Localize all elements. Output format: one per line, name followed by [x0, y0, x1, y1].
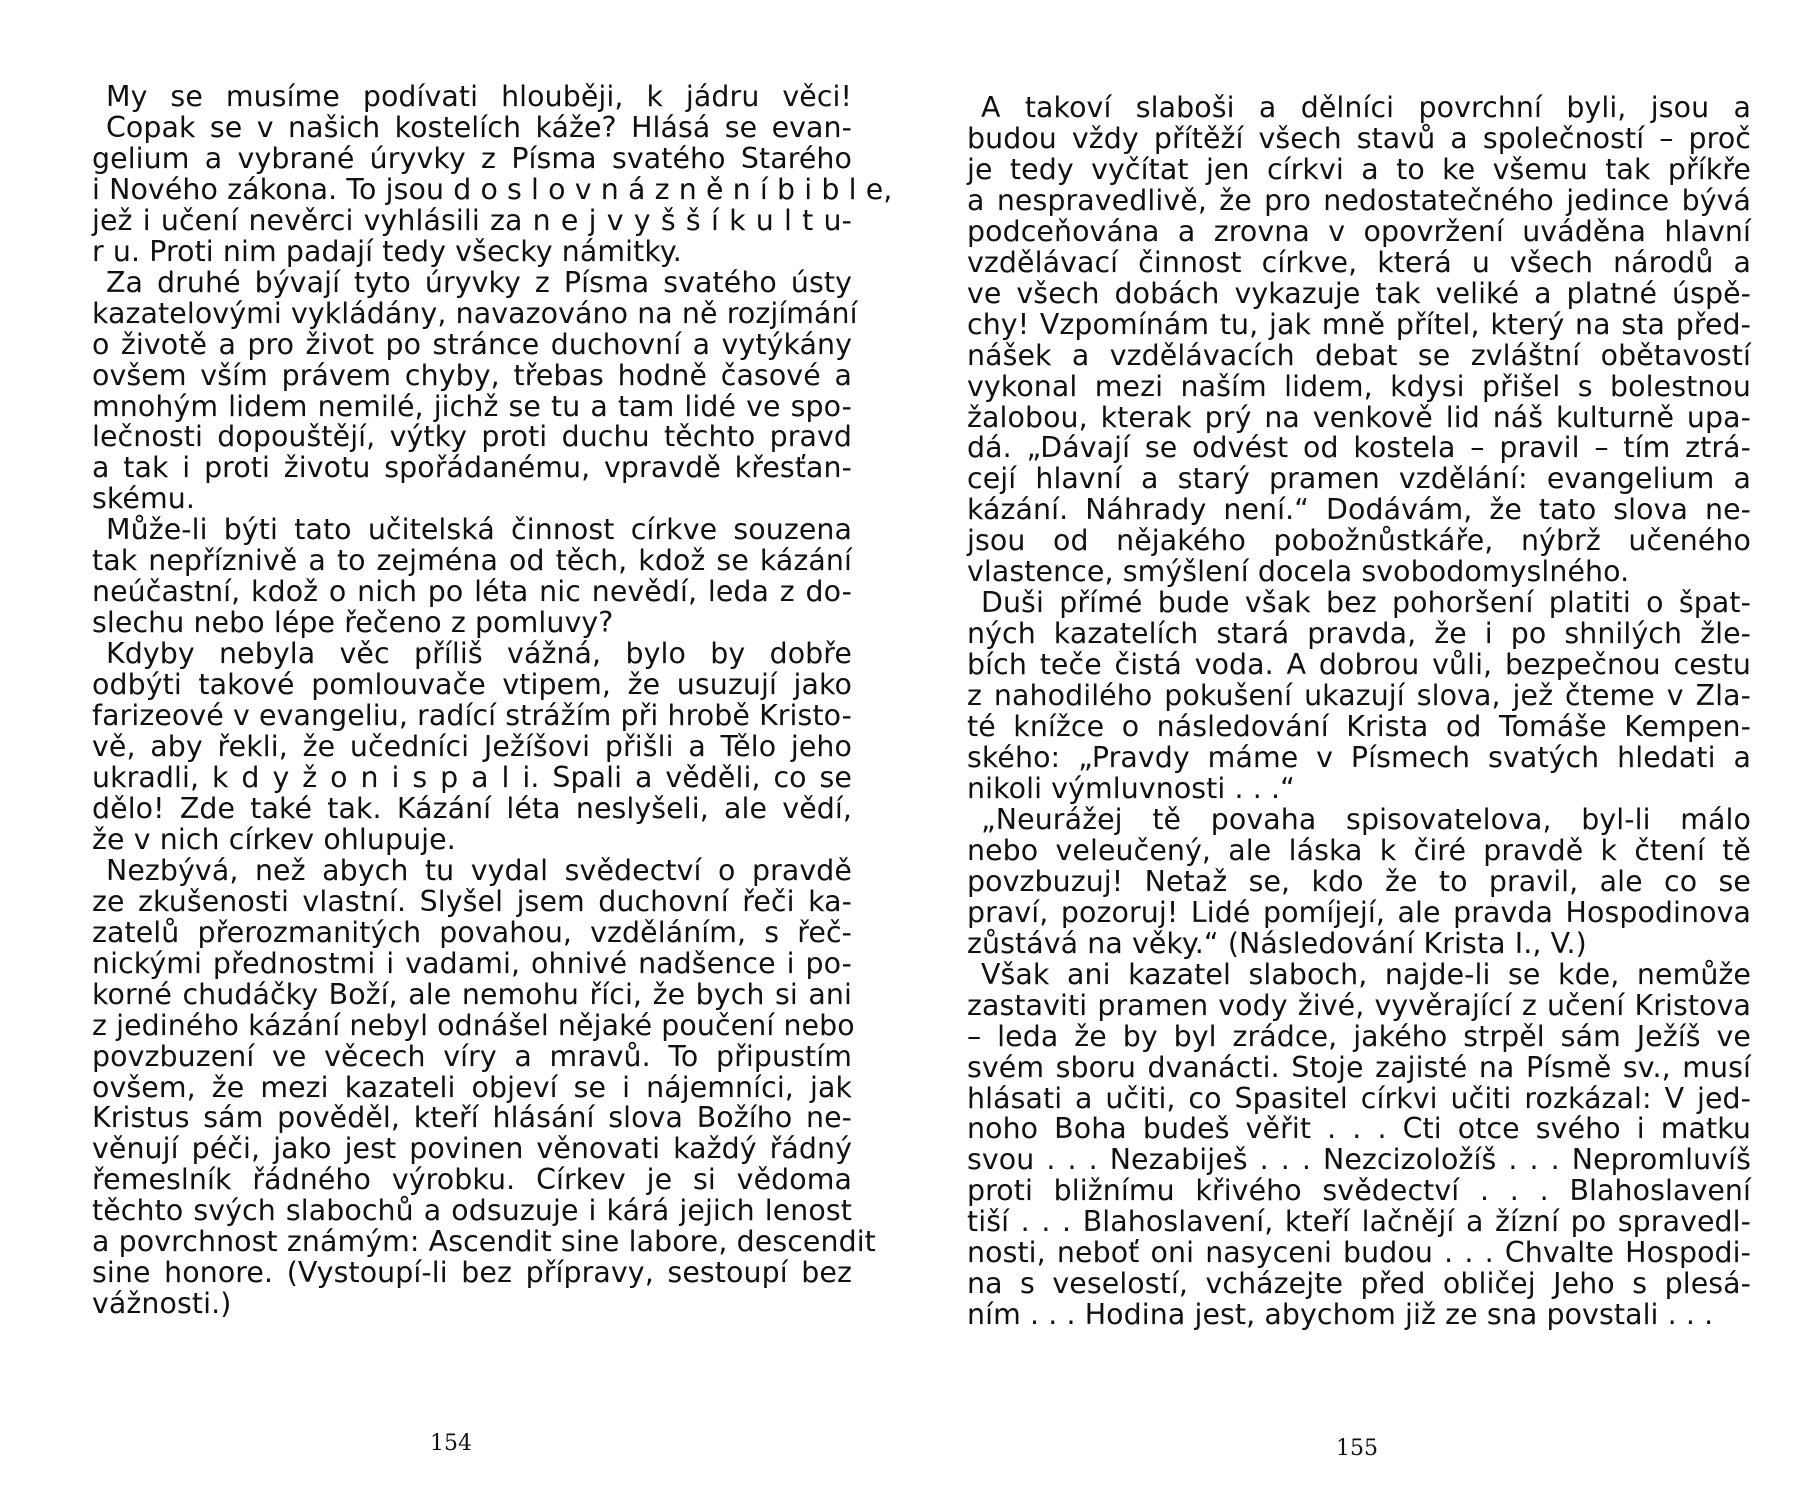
- text-line: tiší . . . Blahoslavení, kteří lačnějí a žízní po spravedl-: [967, 1205, 1751, 1239]
- text-line: té knížce o následování Krista od Tomáše Kempen-: [967, 710, 1751, 744]
- text-line: zatelů přerozmanitých povahou, vzděláním, s řeč-: [92, 915, 852, 949]
- text-line: sine honore. (Vystoupí-li bez přípravy, sestoupí bez: [92, 1256, 852, 1290]
- text-line: dělo! Zde také tak. Kázání léta neslyšeli, ale vědí,: [92, 791, 852, 825]
- text-line: a povrchnost známým: Ascendit sine labore, descendit: [92, 1225, 876, 1259]
- text-line: z nahodilého pokušení ukazují slova, jež čteme v Zla-: [967, 679, 1751, 713]
- text-line: dá. „Dávají se odvést od kostela – pravil – tím ztrá-: [967, 431, 1751, 465]
- text-line: ukradli, k d y ž o n i s p a l i. Spali a věděli, co se: [92, 760, 852, 794]
- text-line: věnují péči, jako jest povinen věnovati každý řádný: [92, 1132, 852, 1166]
- right-page-text: [967, 93, 1751, 1331]
- text-line: vážnosti.): [92, 1287, 232, 1321]
- text-line: „Neurážej tě povaha spisovatelova, byl-li málo: [981, 802, 1751, 836]
- text-line: praví, pozoruj! Lidé pomíjejí, ale pravda Hospodinova: [967, 895, 1751, 929]
- text-line: ze zkušenosti vlastní. Slyšel jsem duchovní řeči ka-: [92, 884, 852, 918]
- text-line: nosti, neboť oni nasyceni budou . . . Chvalte Hospodi-: [967, 1236, 1751, 1270]
- text-line: hlásati a učiti, co Spasitel církvi učiti rozkázal: V jed-: [967, 1081, 1751, 1115]
- text-line: povzbuzení ve věcech víry a mravů. To připustím: [92, 1039, 852, 1073]
- text-line: vlastence, smýšlení docela svobodomyslného.: [967, 555, 1630, 589]
- text-line: budou vždy přítěží všech stavů a společností – proč: [967, 121, 1751, 155]
- text-line: povzbuzuj! Netaž se, kdo že to pravil, ale co se: [967, 864, 1751, 898]
- text-line: a nespravedlivě, že pro nedostatečného jedince bývá: [967, 183, 1751, 217]
- left-page-number: 154: [430, 1431, 472, 1456]
- text-line: odbýti takové pomlouvače vtipem, že usuzují jako: [92, 668, 852, 702]
- text-line: nebo veleučený, ale láska k čiré pravdě k čtení tě: [967, 833, 1751, 867]
- text-line: vzdělávací činnost církve, která u všech národů a: [967, 245, 1751, 279]
- text-line: bích teče čistá voda. A dobrou vůli, bezpečnou cestu: [967, 648, 1751, 682]
- text-line: slechu nebo lépe řečeno z pomluvy?: [92, 606, 614, 640]
- right-page-number: 155: [1336, 1436, 1378, 1461]
- text-line: zastaviti pramen vody živé, vyvěrající z učení Kristova: [967, 988, 1751, 1022]
- text-line: nickými přednostmi i vadami, ohnivé nadšence i po-: [92, 946, 852, 980]
- text-line: svém sboru dvanácti. Stoje zajisté na Písmě sv., musí: [967, 1050, 1751, 1084]
- text-line: gelium a vybrané úryvky z Písma svatého Starého: [92, 141, 852, 175]
- text-line: ných kazatelích stará pravda, že i po shnilých žle-: [967, 617, 1751, 651]
- text-line: Kristus sám pověděl, kteří hlásání slova Božího ne-: [92, 1101, 852, 1135]
- text-line: z jediného kázání nebyl odnášel nějaké poučení nebo: [92, 1008, 855, 1042]
- text-line: svou . . . Nezabiješ . . . Nezcizoložíš . . . Nepromluvíš: [967, 1143, 1751, 1177]
- text-line: r u. Proti nim padají tedy všecky námitky.: [92, 234, 682, 268]
- text-line: Kdyby nebyla věc příliš vážná, bylo by dobře: [106, 637, 852, 671]
- text-line: neúčastní, kdož o nich po léta nic nevědí, leda z do-: [92, 575, 852, 609]
- left-page-text: [92, 80, 893, 1321]
- text-line: My se musíme podívati hlouběji, k jádru věci!: [106, 80, 852, 113]
- text-line: skému.: [92, 482, 195, 516]
- text-line: korné chudáčky Boží, ale nemohu říci, že bych si ani: [92, 977, 852, 1011]
- text-line: – leda že by byl zrádce, jakého strpěl sám Ježíš ve: [967, 1019, 1751, 1053]
- text-line: A takoví slaboši a dělníci povrchní byli, jsou a: [981, 91, 1751, 124]
- text-line: podceňována a zrovna v opovržení uváděna hlavní: [967, 214, 1751, 248]
- text-line: na s veselostí, vcházejte před obličej Jeho s plesá-: [967, 1267, 1751, 1301]
- text-line: Však ani kazatel slaboch, najde-li se kde, nemůže: [981, 957, 1751, 991]
- text-line: cejí hlavní a starý pramen vzdělání: evangelium a: [967, 462, 1751, 496]
- text-line: mnohým lidem nemilé, jichž se tu a tam lidé ve spo-: [92, 389, 852, 423]
- text-line: ovšem, že mezi kazateli objeví se i nájemníci, jak: [92, 1070, 852, 1104]
- text-line: jež i učení nevěrci vyhlásili za n e j v y š š í k u l t u-: [92, 203, 852, 237]
- text-line: vě, aby řekli, že učedníci Ježíšovi přišli a Tělo jeho: [92, 730, 852, 764]
- text-line: noho Boha budeš věřit . . . Cti otce svého i matku: [967, 1112, 1751, 1146]
- text-line: farizeové v evangeliu, radící strážím při hrobě Kristo-: [92, 699, 853, 733]
- text-line: ním . . . Hodina jest, abychom již ze sna povstali . . .: [967, 1298, 1714, 1332]
- text-line: o životě a pro život po stránce duchovní a vytýkány: [92, 327, 852, 361]
- text-line: tak nepříznivě a to zejména od těch, kdož se kázání: [92, 544, 852, 578]
- text-line: nášek a vzdělávacích debat se zvláštní obětavostí: [967, 338, 1751, 372]
- text-line: jsou od nějakého pobožnůstkáře, nýbrž učeného: [967, 524, 1751, 558]
- text-line: Duši přímé bude však bez pohoršení platiti o špat-: [981, 586, 1751, 620]
- text-line: těchto svých slabochů a odsuzuje i kárá jejich lenost: [92, 1194, 852, 1228]
- text-line: Za druhé bývají tyto úryvky z Písma svatého ústy: [106, 265, 852, 299]
- text-line: Může-li býti tato učitelská činnost církve souzena: [106, 513, 852, 547]
- text-line: vykonal mezi naším lidem, kdysi přišel s bolestnou: [967, 369, 1751, 403]
- text-line: Copak se v našich kostelích káže? Hlásá se evan-: [106, 110, 852, 144]
- text-line: proti bližnímu křivého svědectví . . . Blahoslavení: [967, 1174, 1751, 1208]
- text-line: zůstává na věky.“ (Následování Krista I., V.): [967, 926, 1587, 960]
- text-line: řemeslník řádného výrobku. Církev je si vědoma: [92, 1163, 852, 1197]
- text-line: lečnosti dopouštějí, výtky proti duchu těchto pravd: [92, 420, 852, 454]
- text-line: a tak i proti životu spořádanému, vpravdě křesťan-: [92, 451, 852, 485]
- text-line: ve všech dobách vykazuje tak veliké a platné úspě-: [967, 276, 1751, 310]
- text-line: je tedy vyčítat jen církvi a to ke všemu tak příkře: [967, 152, 1751, 186]
- text-line: kazatelovými vykládány, navazováno na ně rozjímání: [92, 296, 858, 330]
- text-line: nikoli výmluvnosti . . .“: [967, 771, 1295, 805]
- text-line: Nezbývá, než abych tu vydal svědectví o pravdě: [106, 853, 852, 887]
- text-line: i Nového zákona. To jsou d o s l o v n á z n ě n í b i b l e,: [92, 172, 893, 206]
- text-line: ovšem vším právem chyby, třebas hodně časové a: [92, 358, 852, 392]
- text-line: žalobou, kterak prý na venkově lid náš kulturně upa-: [967, 400, 1751, 434]
- text-line: ského: „Pravdy máme v Písmech svatých hledati a: [967, 741, 1751, 775]
- text-line: kázání. Náhrady není.“ Dodávám, že tato slova ne-: [967, 493, 1751, 527]
- text-line: chy! Vzpomínám tu, jak mně přítel, který na sta před-: [967, 307, 1751, 341]
- text-line: že v nich církev ohlupuje.: [92, 822, 456, 856]
